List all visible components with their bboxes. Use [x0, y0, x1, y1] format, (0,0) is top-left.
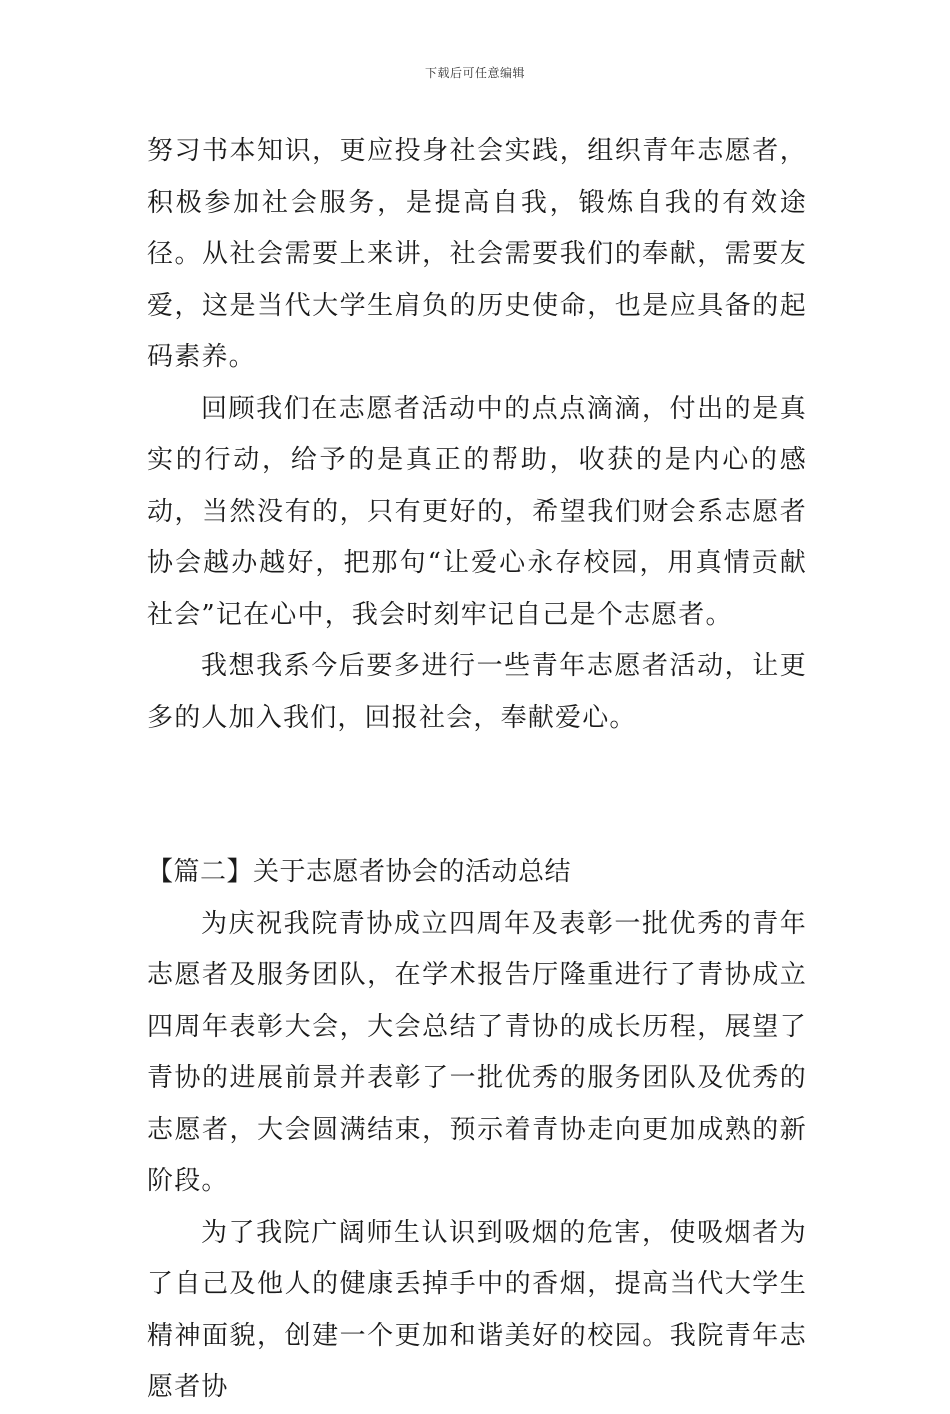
- paragraph-2: 回顾我们在志愿者活动中的点点滴滴，付出的是真实的行动，给予的是真正的帮助，收获的是内心的感动，当然没有的，只有更好的，希望我们财会系志愿者协会越办越好，把那句“让爱心永存校园，用真情贡献社会”记在心中，我会时刻牢记自己是个志愿者。: [147, 393, 807, 630]
- paragraph-5: 为了我院广阔师生认识到吸烟的危害，使吸烟者为了自己及他人的健康丢掉手中的香烟，提高当代大学生精神面貌，创建一个更加和谐美好的校园。我院青年志愿者协: [147, 1217, 807, 1402]
- document-body: [147, 126, 807, 1414]
- page-header: 下载后可任意编辑: [424, 66, 525, 80]
- paragraph-1: 努习书本知识，更应投身社会实践，组织青年志愿者，积极参加社会服务，是提高自我，锻炼自我的有效途径。从社会需要上来讲，社会需要我们的奉献，需要友爱，这是当代大学生肩负的历史使命，也是应具备的起码素养。: [147, 136, 807, 372]
- section-spacer: [147, 744, 807, 847]
- section-title: 【篇二】关于志愿者协会的活动总结: [147, 857, 572, 887]
- paragraph-4: 为庆祝我院青协成立四周年及表彰一批优秀的青年志愿者及服务团队，在学术报告厅隆重进行了青协成立四周年表彰大会，大会总结了青协的成长历程，展望了青协的进展前景并表彰了一批优秀的服务团队及优秀的志愿者，大会圆满结束，预示着青协走向更加成熟的新阶段。: [147, 908, 807, 1196]
- paragraph-3: 我想我系今后要多进行一些青年志愿者活动，让更多的人加入我们，回报社会，奉献爱心。: [147, 651, 807, 733]
